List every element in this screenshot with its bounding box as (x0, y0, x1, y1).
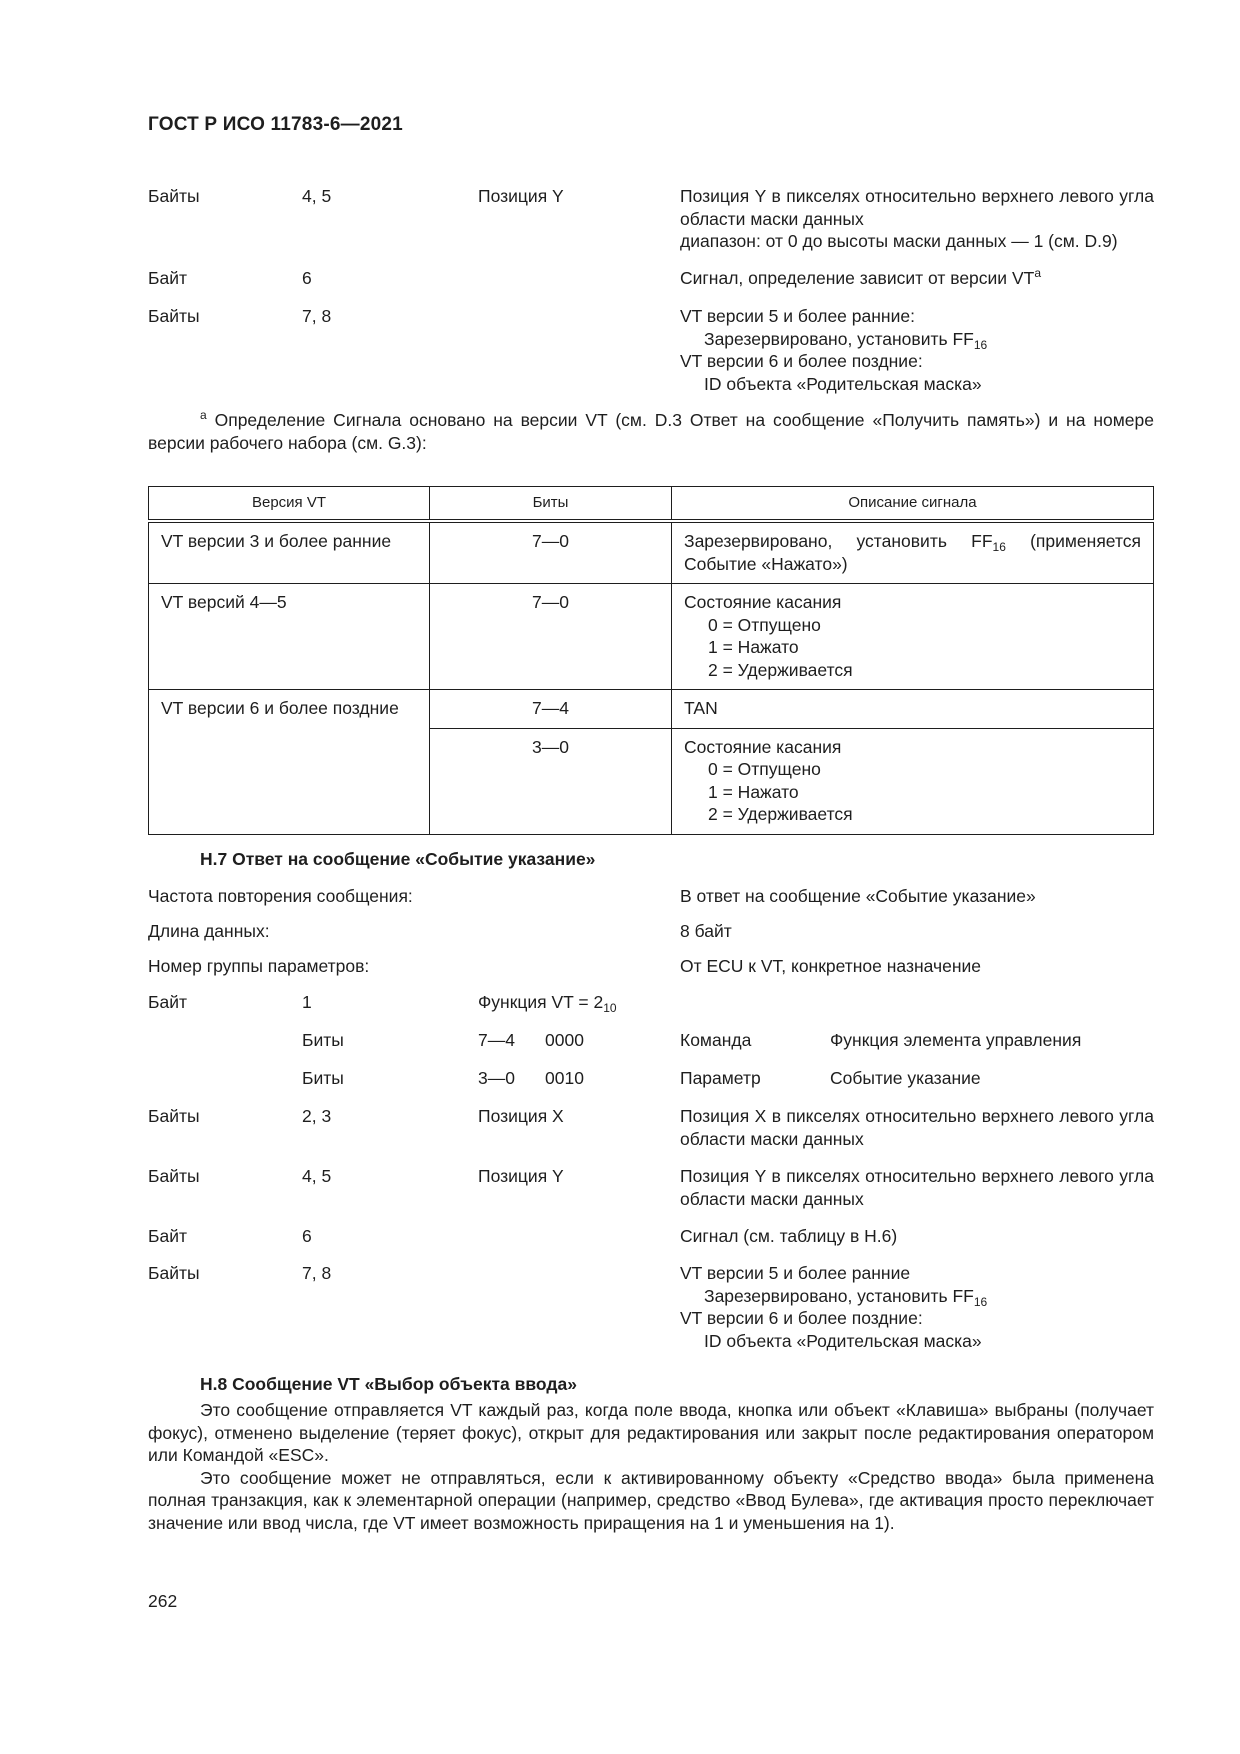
desc-text: Зарезервировано, установить FF (704, 328, 974, 349)
row-desc: Позиция Y в пикселях относительно верхнего левого угла области маски данных (680, 1166, 1154, 1209)
desc-line: 0 = Отпущено (708, 614, 821, 635)
row-label: Байты (148, 1166, 200, 1186)
row-bytes-4-5-index: 4, 5 (302, 186, 332, 206)
table-row (149, 690, 1154, 729)
row-index: 7, 8 (302, 1263, 332, 1283)
description-cell: TAN (672, 690, 1154, 729)
desc-line: VT версии 6 и более поздние: (680, 351, 923, 371)
desc-line: Позиция Y в пикселях относительно верхнего левого угла области маски данных (680, 186, 1154, 229)
desc-text: Зарезервировано, установить FF (704, 1285, 974, 1306)
vt-function-text: Функция VT = 2 (478, 992, 604, 1012)
meta-label: Частота повторения сообщения: (148, 886, 413, 906)
row-param: Позиция Y (478, 1166, 564, 1186)
footnote (148, 409, 1154, 454)
meta-value: В ответ на сообщение «Событие указание» (680, 886, 1036, 906)
bits-value: 0010 (545, 1068, 584, 1088)
table-row (149, 521, 1154, 584)
bits-cell: 7—0 (430, 584, 672, 690)
desc-line (680, 328, 1154, 351)
table-row (149, 584, 1154, 690)
row-label: Байты (148, 1263, 200, 1283)
version-cell: VT версии 6 и более поздние (149, 690, 430, 835)
subscript: 16 (973, 337, 988, 352)
bits-label: Биты (302, 1030, 344, 1050)
table-header-row (149, 487, 1154, 522)
row-desc (680, 1262, 1154, 1352)
row-param: Позиция X (478, 1106, 564, 1126)
bits-name: Параметр (680, 1068, 761, 1088)
row-byte-6-label: Байт (148, 268, 188, 288)
row-label: Байты (148, 1106, 200, 1126)
row-bytes-4-5-param: Позиция Y (478, 186, 564, 206)
desc-line (680, 1285, 1154, 1308)
subscript: 16 (973, 1294, 988, 1309)
footnote-text: Определение Сигнала основано на версии VT (см. D.3 Ответ на сообщение «Получить память») и на номере версии рабочего набора (см. G.3): (148, 410, 1154, 453)
bits-label: Биты (302, 1068, 344, 1088)
footnote-mark: a (200, 408, 207, 422)
column-header: Биты (430, 487, 672, 522)
desc-line: диапазон: от 0 до высоты маски данных — 1 (см. D.9) (680, 231, 1118, 251)
bits-description: Функция элемента управления (830, 1030, 1082, 1050)
desc-line: Состояние касания (684, 592, 842, 612)
desc-line: 1 = Нажато (708, 637, 799, 657)
row-bytes-7-8-index: 7, 8 (302, 306, 332, 326)
column-header: Описание сигнала (672, 487, 1154, 522)
desc-line: 0 = Отпущено (708, 759, 821, 779)
bits-range: 3—0 (478, 1068, 515, 1088)
version-cell: VT версии 3 и более ранние (149, 521, 430, 584)
paragraph: Это сообщение отправляется VT каждый раз, когда поле ввода, кнопка или объект «Клавиша» выбраны (получает фокус), отменено выделение (теряет фокус), открыт для редактирования или закрыт после редактирования оператором или Командой «ESC». (148, 1400, 1154, 1465)
section-heading-h8: H.8 Сообщение VT «Выбор объекта ввода» (200, 1374, 577, 1394)
desc-line: ID объекта «Родительская маска» (704, 1330, 982, 1351)
column-header: Версия VT (149, 487, 430, 522)
footnote-ref: a (1034, 266, 1041, 280)
desc-text: Зарезервировано, установить FF (684, 531, 993, 551)
bits-range: 7—4 (478, 1030, 515, 1050)
vt-function (478, 991, 617, 1014)
row-byte-6-index: 6 (302, 268, 312, 288)
subscript: 16 (992, 540, 1006, 554)
bits-cell: 7—0 (430, 521, 672, 584)
paragraph: Это сообщение может не отправляться, если к активированному объекту «Средство ввода» была применена полная транзакция, как к элементарной операции (например, средство «Ввод Булева», где активация просто переключает значение или ввод числа, где VT имеет возможность приращения на 1 и уменьшения на 1). (148, 1467, 1154, 1533)
desc-line: 2 = Удерживается (708, 659, 853, 680)
desc-line: VT версии 5 и более ранние: (680, 306, 915, 326)
desc-line: 1 = Нажато (708, 781, 799, 802)
meta-value: От ECU к VT, конкретное назначение (680, 956, 982, 976)
desc-line: VT версии 5 и более ранние (680, 1263, 911, 1283)
version-cell: VT версий 4—5 (149, 584, 430, 690)
row-index: 4, 5 (302, 1166, 332, 1186)
meta-label: Длина данных: (148, 921, 270, 941)
description-cell (672, 584, 1154, 690)
page-number: 262 (148, 1591, 178, 1611)
description-cell (672, 521, 1154, 584)
bits-cell: 7—4 (430, 690, 672, 729)
subscript: 10 (603, 1001, 617, 1015)
bits-cell: 3—0 (430, 728, 672, 834)
row-bytes-7-8-desc (680, 305, 1154, 395)
description-cell (672, 728, 1154, 834)
byte-1-index: 1 (302, 992, 312, 1012)
row-bytes-7-8-label: Байты (148, 306, 200, 326)
section-body-h8 (148, 1399, 1154, 1534)
section-heading-h7: H.7 Ответ на сообщение «Событие указание» (200, 849, 596, 869)
bits-description: Событие указание (830, 1068, 981, 1088)
bits-name: Команда (680, 1030, 752, 1050)
row-index: 6 (302, 1226, 312, 1246)
meta-label: Номер группы параметров: (148, 956, 370, 976)
row-bytes-4-5-desc (680, 185, 1154, 253)
desc-line: Состояние касания (684, 736, 842, 757)
row-byte-6-desc (680, 267, 1154, 290)
row-bytes-4-5-label: Байты (148, 186, 200, 206)
byte-1-label: Байт (148, 992, 188, 1012)
desc-text: (применяется Событие «Нажато») (684, 531, 1141, 574)
bits-value: 0000 (545, 1030, 584, 1050)
signal-table (148, 486, 1154, 835)
document-header: ГОСТ Р ИСО 11783-6—2021 (148, 114, 403, 135)
desc-line: ID объекта «Родительская маска» (704, 373, 982, 394)
row-desc: Позиция X в пикселях относительно верхнего левого угла области маски данных (680, 1106, 1154, 1149)
desc-line: VT версии 6 и более поздние: (680, 1308, 923, 1328)
meta-value: 8 байт (680, 921, 732, 941)
desc-text: Сигнал, определение зависит от версии VT (680, 268, 1035, 288)
row-index: 2, 3 (302, 1106, 332, 1126)
row-label: Байт (148, 1226, 188, 1246)
desc-line: 2 = Удерживается (708, 804, 853, 824)
row-desc: Сигнал (см. таблицу в H.6) (680, 1226, 898, 1246)
